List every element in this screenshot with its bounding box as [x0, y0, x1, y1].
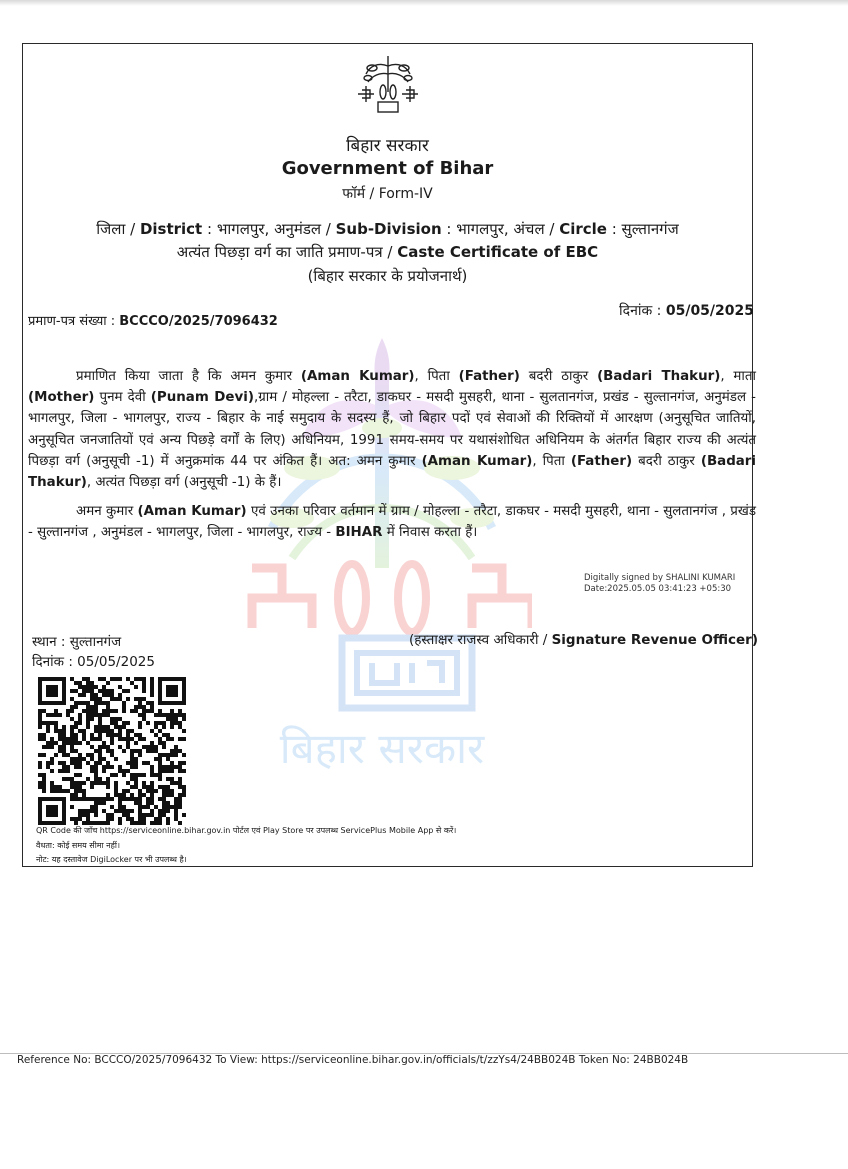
district-value: : भागलपुर,	[202, 220, 275, 238]
jurisdiction-line	[22, 219, 753, 239]
digital-signature-signer: Digitally signed by SHALINI KUMARI	[584, 573, 736, 583]
digilocker-note: नोट: यह दस्तावेज DigiLocker पर भी उपलब्ध है।	[36, 855, 187, 864]
paragraph1-run: बदरी ठाकुर	[519, 369, 598, 384]
paragraph1-run: (Punam Devi)	[150, 390, 254, 406]
bihar-state-emblem-icon	[356, 52, 420, 116]
certificate-type	[22, 242, 753, 262]
scan-edge	[0, 0, 848, 6]
issue-date-value: 05/05/2025	[665, 303, 754, 319]
qr-code-icon[interactable]	[38, 677, 186, 825]
paragraph1-run: , पिता	[532, 453, 571, 469]
certificate-number	[28, 311, 278, 329]
paragraph1-run: (Aman Kumar)	[421, 453, 533, 469]
certificate-number-value: BCCCO/2025/7096432	[119, 314, 278, 329]
paragraph1-run: (Mother)	[28, 390, 95, 406]
signature-date: दिनांक : 05/05/2025	[32, 654, 155, 670]
digital-signature-date: Date:2025.05.05 03:41:23 +05:30	[584, 584, 732, 594]
subdivision-value: : भागलपुर,	[441, 220, 514, 238]
watermark-text: बिहार सरकार	[279, 724, 485, 773]
government-title-english: Government of Bihar	[281, 158, 494, 179]
certification-paragraph	[28, 366, 756, 493]
issue-place: स्थान : सुल्तानगंज	[32, 634, 122, 650]
validity-note: वैधता: कोई समय सीमा नहीं।	[36, 841, 120, 850]
paragraph1-run: , अत्यंत पिछड़ा वर्ग (अनुसूची -1) के हैं।	[86, 475, 282, 491]
paragraph1-run: , माता	[720, 369, 756, 384]
paragraph2-run: में निवास करता हैं।	[382, 525, 478, 541]
paragraph2-run: अमन कुमार	[76, 504, 138, 519]
signature-label	[409, 630, 758, 648]
circle-label-en: Circle	[559, 220, 607, 238]
paragraph2-run: (Aman Kumar)	[137, 504, 247, 519]
certificate-purpose: (बिहार सरकार के प्रयोजनार्थ)	[307, 267, 468, 285]
certificate-number-label: प्रमाण-पत्र संख्या :	[28, 314, 120, 329]
signature-label-en: Signature Revenue Officer)	[551, 632, 758, 648]
government-title-hindi: बिहार सरकार	[346, 136, 429, 156]
paragraph1-run: प्रमाणित किया जाता है कि अमन कुमार	[76, 369, 301, 384]
paragraph1-run: (Father)	[458, 369, 520, 384]
issue-date	[619, 301, 754, 320]
district-label-hi: जिला /	[96, 220, 140, 238]
paragraph1-run: बदरी ठाकुर	[632, 453, 701, 469]
reference-line: Reference No: BCCCO/2025/7096432 To View: https://serviceonline.bihar.gov.in/officials/t/zzYs4/24BB024B Token No: 24BB024B	[17, 1054, 689, 1066]
residence-paragraph	[28, 501, 756, 543]
paragraph2-run: BIHAR	[335, 525, 383, 541]
certificate-type-en: Caste Certificate of EBC	[397, 243, 599, 261]
issue-date-label: दिनांक :	[619, 303, 666, 319]
subdivision-label-en: Sub-Division	[335, 220, 442, 238]
paragraph1-run: (Badari Thakur)	[28, 453, 757, 491]
circle-label-hi: अंचल /	[513, 220, 560, 238]
district-label-en: District	[139, 220, 203, 238]
paragraph1-run: (Father)	[570, 453, 633, 469]
form-number: फॉर्म / Form-IV	[342, 186, 433, 202]
signature-label-hi: (हस्ताक्षर राजस्व अधिकारी /	[408, 632, 552, 648]
subdivision-label-hi: अनुमंडल /	[274, 220, 336, 238]
qr-verification-note: QR Code की जाँच https://serviceonline.bihar.gov.in पोर्टल एवं Play Store पर उपलब्ध ServicePlus Mobile App से करें।	[36, 826, 457, 835]
paragraph1-run: , पिता	[414, 369, 459, 384]
certificate-type-hi: अत्यंत पिछड़ा वर्ग का जाति प्रमाण-पत्र /	[176, 243, 398, 261]
paragraph1-run: (Aman Kumar)	[300, 369, 415, 384]
digital-signature	[584, 573, 735, 595]
paragraph1-run: ,ग्राम / मोहल्ला - तरैटा, डाकघर - मसदी मुसहरी, थाना - सुलतानगंज, प्रखंड - सुल्तानगंज, अनुमंडल - भागलपुर, जिला - भागलपुर, राज्य - बिहार के नाई समुदाय के सदस्य हैं, जो बिहार पदों एवं सेवाओं की रिक्तियों में आरक्षण (अनुसूचित जातियों, अनुसूचित जनजातियों एवं अन्य पिछड़े वर्गों के लिए) अधिनियम, 1991 समय-समय पर यथासंशोधित अधिनियम के अंतर्गत बिहार राज्य की अत्यंत पिछड़ा वर्ग (अनुसूची -1) में अनुक्रमांक 44 पर अंकित हैं। अत: अमन कुमार	[28, 390, 756, 469]
paragraph2-run: एवं उनका परिवार वर्तमान में ग्राम / मोहल्ला - तरैटा, डाकघर - मसदी मुसहरी, थाना - सुलतानगंज , प्रखंड - सुल्तानगंज , अनुमंडल - भागलपुर, जिला - भागलपुर, राज्य -	[28, 504, 756, 541]
circle-value: : सुल्तानगंज	[606, 220, 679, 238]
paragraph1-run: (Badari Thakur)	[597, 369, 721, 384]
paragraph1-run: पुनम देवी	[94, 390, 151, 406]
